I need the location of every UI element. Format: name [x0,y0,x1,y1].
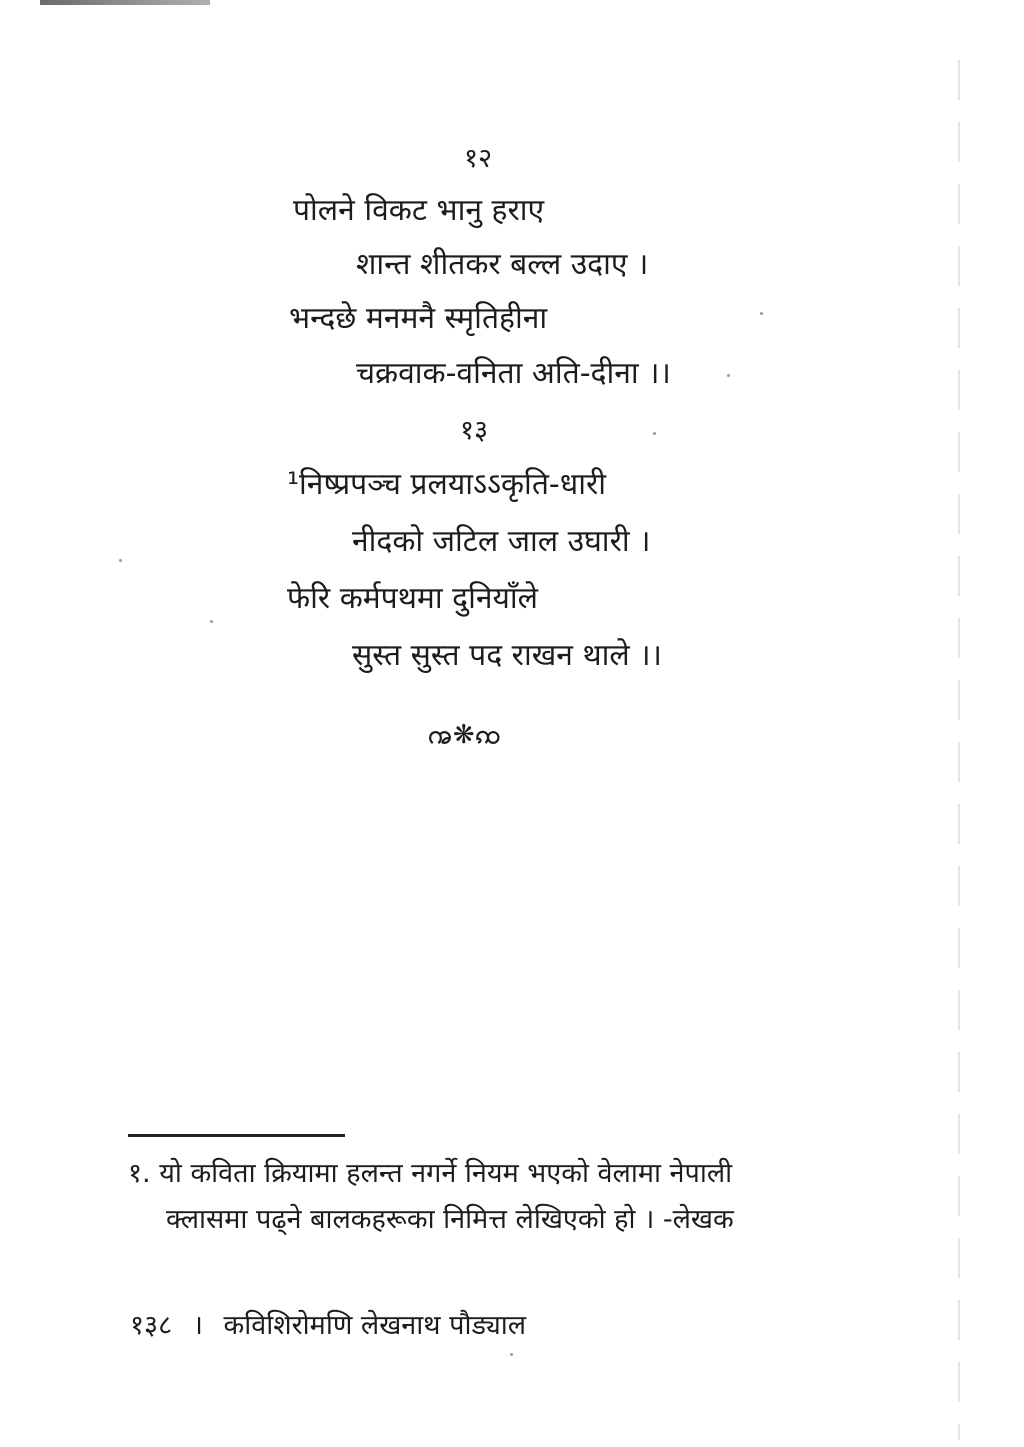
footer-separator: । [192,1310,203,1341]
book-title: कविशिरोमणि लेखनाथ पौड्याल [223,1310,527,1341]
scan-speck [760,312,763,315]
verse-line: चक्रवाक-वनिता अति-दीना ।। [356,356,671,391]
page-footer [130,1309,526,1343]
verse-line: सुस्त सुस्त पद राखन थाले ।। [352,638,663,673]
scan-speck [210,620,213,623]
verse-line: पोलने विकट भानु हराए [293,193,545,228]
verse-line: ¹निष्प्रपञ्च प्रलयाऽऽकृति-धारी [287,467,607,502]
scan-speck [653,432,656,435]
verse-line: फेरि कर्मपथमा दुनियाँले [287,581,539,616]
section-end-ornament: ꩠ❋ꩡ [428,720,502,750]
stanza-number: १२ [464,143,493,174]
footnote-line: १. यो कविता क्रियामा हलन्त नगर्ने नियम भएको वेलामा नेपाली [128,1158,733,1189]
scan-speck [119,559,122,562]
footnote-line: क्लासमा पढ्ने बालकहरूका निमित्त लेखिएको हो । -लेखक [166,1204,734,1235]
stanza-number: १३ [460,415,489,446]
scan-speck [727,374,730,377]
verse-line: नीदको जटिल जाल उघारी । [352,524,651,559]
footnote-rule [128,1134,345,1137]
verse-line: शान्त शीतकर बल्ल उदाए । [356,247,649,282]
verse-line: भन्दछे मनमनै स्मृतिहीना [289,301,548,336]
scan-page-edge [958,60,960,1440]
page-number: १३८ [130,1310,173,1341]
scan-speck [510,1353,513,1356]
scan-top-shadow [40,0,210,5]
